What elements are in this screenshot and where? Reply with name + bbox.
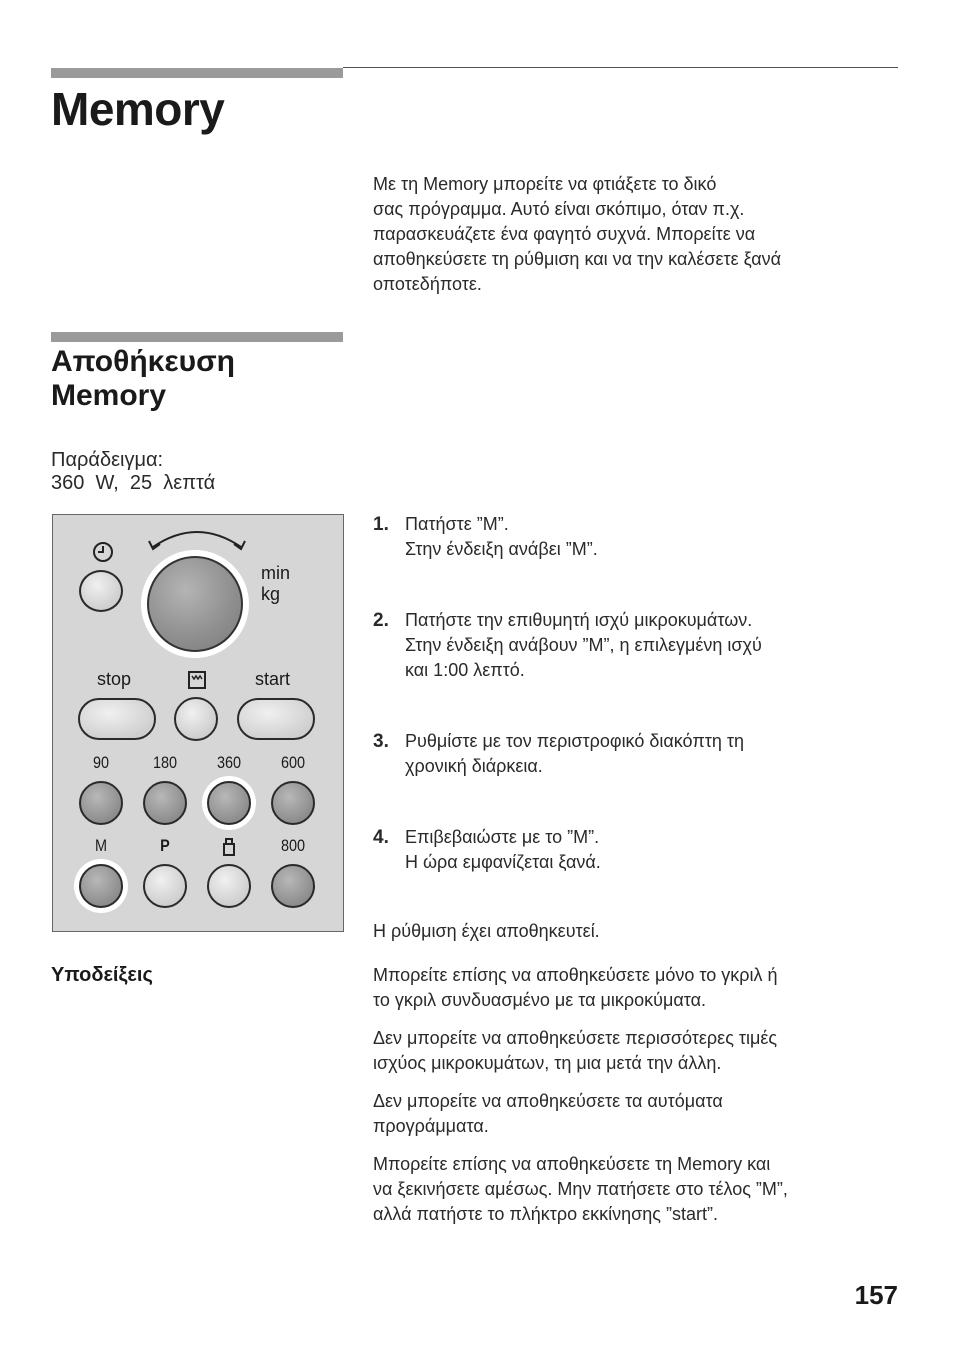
start-label: start [255, 669, 291, 689]
note-paragraph [373, 1089, 723, 1139]
note-line: το γκριλ συνδυασμένο με τα μικροκύματα. [373, 990, 707, 1010]
power-label-90: 90 [92, 753, 110, 772]
intro-paragraph [373, 172, 781, 297]
note-line: προγράμματα. [373, 1116, 489, 1136]
step-text [405, 608, 762, 683]
clock-button[interactable] [79, 570, 123, 612]
intro-line: Με τη Memory μπορείτε να φτιάξετε το δικό [373, 174, 717, 194]
step-number: 4. [373, 827, 389, 848]
example-value: 360 W, 25 λεπτά [51, 472, 216, 494]
step-line: Πατήστε ”M”. [405, 514, 509, 534]
step-line: Στην ένδειξη ανάβουν ”M”, η επιλεγμένη ισχύ [405, 635, 762, 655]
step-number: 2. [373, 610, 389, 631]
kg-label: kg [261, 584, 281, 604]
power-600-button[interactable] [271, 781, 315, 825]
power-label-600: 600 [280, 753, 306, 772]
grill-icon [187, 670, 207, 690]
step-number: 3. [373, 731, 389, 752]
title-rule [51, 68, 343, 78]
section-title-line: Memory [51, 379, 167, 412]
rotary-knob[interactable] [147, 556, 243, 652]
power-360-button[interactable] [207, 781, 251, 825]
top-rule [343, 67, 898, 68]
step-line: Η ώρα εμφανίζεται ξανά. [405, 852, 601, 872]
power-label-360: 360 [216, 753, 242, 772]
intro-line: παρασκευάζετε ένα φαγητό συχνά. Μπορείτε να [373, 224, 756, 244]
note-line: Μπορείτε επίσης να αποθηκεύσετε τη Memory και [373, 1154, 771, 1174]
notes-heading: Υποδείξεις [51, 964, 153, 986]
note-line: να ξεκινήσετε αμέσως. Μην πατήσετε στο τέλος ”M”, [373, 1179, 788, 1199]
grill-button[interactable] [174, 697, 218, 741]
power-90-button[interactable] [79, 781, 123, 825]
memory-button[interactable] [79, 864, 123, 908]
step-line: Ρυθμίστε με τον περιστροφικό διακόπτη τη [405, 731, 744, 751]
step-line: Επιβεβαιώστε με το ”M”. [405, 827, 600, 847]
start-button[interactable] [237, 698, 315, 740]
rotate-arrow-icon [147, 523, 247, 553]
example-text [51, 449, 215, 495]
weight-button[interactable] [207, 864, 251, 908]
note-line: Δεν μπορείτε να αποθηκεύσετε περισσότερες τιμές [373, 1028, 778, 1048]
control-panel [52, 514, 344, 932]
note-paragraph [373, 963, 777, 1013]
clock-icon [91, 540, 115, 564]
page-number: 157 [854, 1280, 898, 1310]
step-line: και 1:00 λεπτό. [405, 660, 525, 680]
step-text [405, 512, 598, 562]
note-paragraph [373, 1026, 777, 1076]
step-text [405, 825, 601, 875]
page-title: Memory [51, 83, 225, 135]
memory-label: M [94, 836, 108, 855]
min-label: min [261, 563, 291, 583]
section-title-line: Αποθήκευση [51, 345, 235, 378]
note-line: Μπορείτε επίσης να αποθηκεύσετε μόνο το γκριλ ή [373, 965, 778, 985]
step-line: Στην ένδειξη ανάβει ”M”. [405, 539, 598, 559]
intro-line: αποθηκεύσετε τη ρύθμιση και να την καλέσετε ξανά [373, 249, 782, 269]
example-label: Παράδειγμα: [51, 449, 164, 471]
intro-line: σας πρόγραμμα. Αυτό είναι σκόπιμο, όταν π.χ. [373, 199, 745, 219]
weight-icon [221, 837, 237, 857]
note-line: ισχύος μικροκυμάτων, τη μια μετά την άλλη. [373, 1053, 722, 1073]
stop-button[interactable] [78, 698, 156, 740]
section-title [51, 345, 235, 413]
step-line: Πατήστε την επιθυμητή ισχύ μικροκυμάτων. [405, 610, 753, 630]
power-label-800: 800 [280, 836, 306, 855]
power-label-180: 180 [152, 753, 178, 772]
stop-label: stop [97, 669, 132, 689]
program-button[interactable] [143, 864, 187, 908]
program-label: P [160, 836, 170, 855]
section-rule [51, 332, 343, 342]
power-800-button[interactable] [271, 864, 315, 908]
step-number: 1. [373, 514, 389, 535]
note-line: αλλά πατήστε το πλήκτρο εκκίνησης ”start”. [373, 1204, 718, 1224]
intro-line: οποτεδήποτε. [373, 274, 482, 294]
power-180-button[interactable] [143, 781, 187, 825]
note-paragraph [373, 1152, 788, 1227]
step-line: χρονική διάρκεια. [405, 756, 543, 776]
saved-confirmation: Η ρύθμιση έχει αποθηκευτεί. [373, 921, 600, 941]
note-line: Δεν μπορείτε να αποθηκεύσετε τα αυτόματα [373, 1091, 723, 1111]
step-text [405, 729, 744, 779]
